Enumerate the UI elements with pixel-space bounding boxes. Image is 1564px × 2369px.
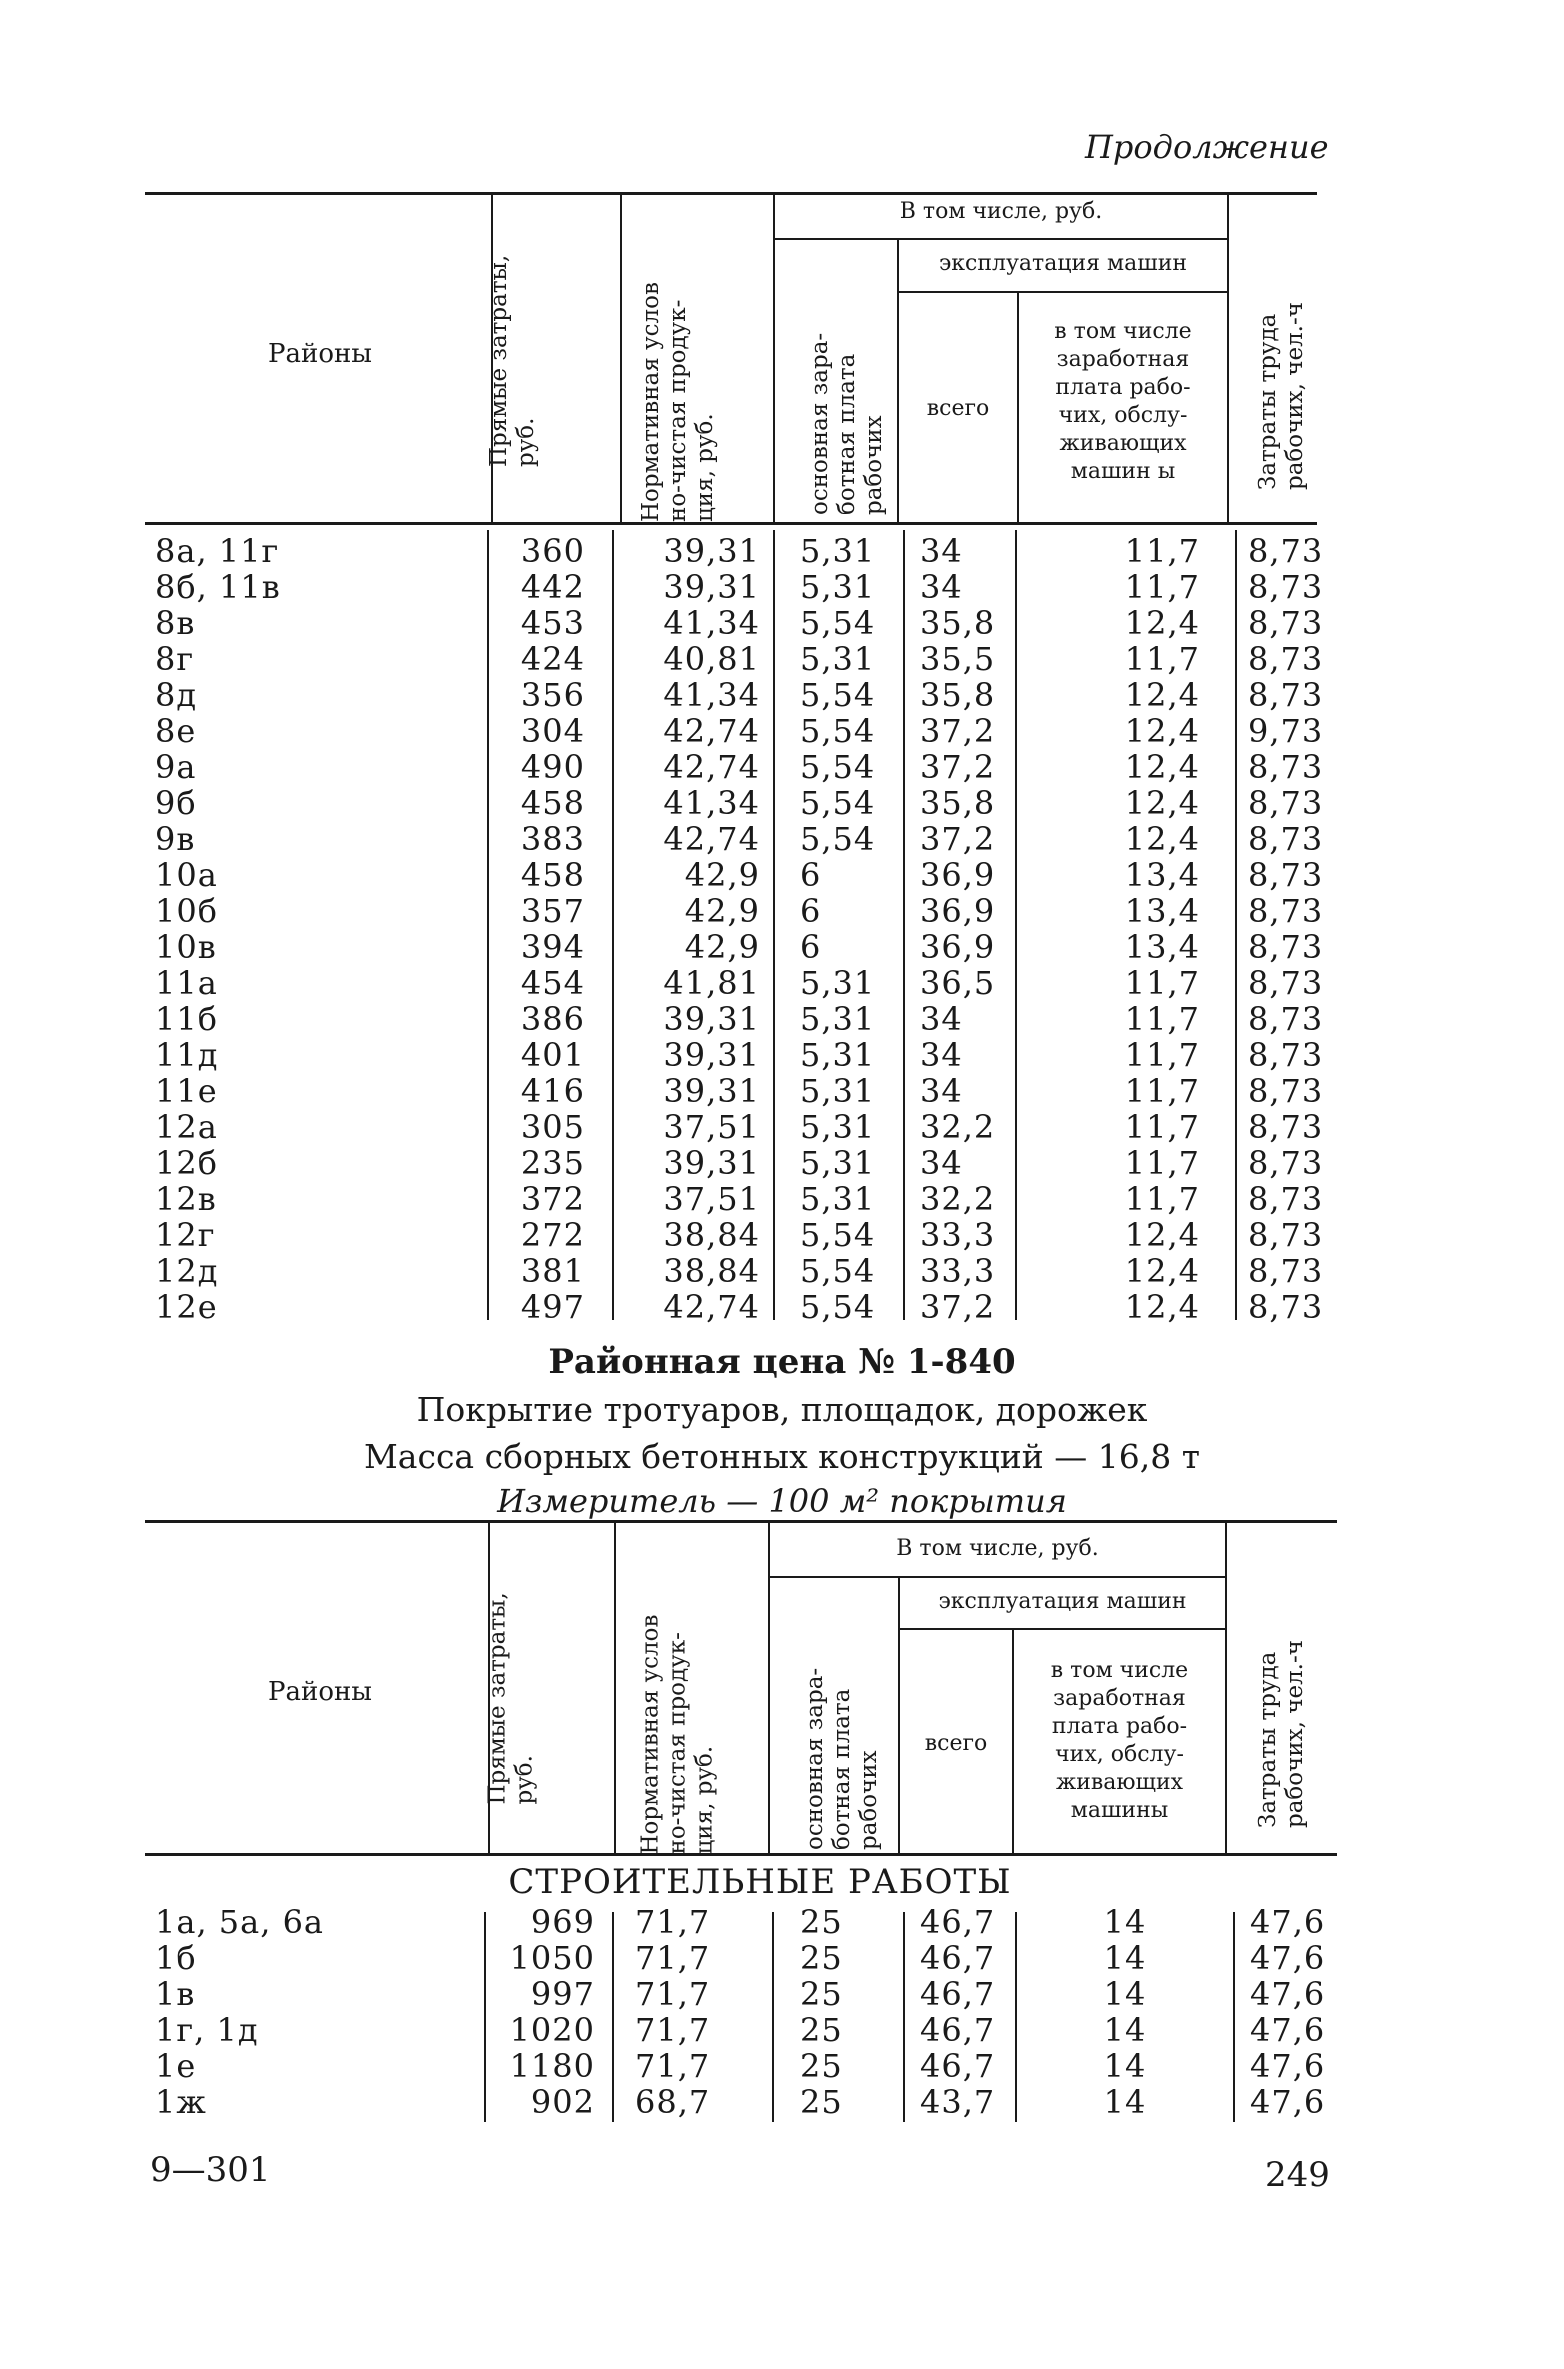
table1-cell-vsego: 36,9 xyxy=(920,856,996,894)
table1-cell-vsego: 33,3 xyxy=(920,1216,996,1254)
table2-cell-zarplata: 14 xyxy=(1103,1903,1147,1941)
table1-cell-rayon: 11а xyxy=(155,964,218,1002)
table2-cell-zatraty: 47,6 xyxy=(1250,2011,1326,2049)
table1-cell-pryamye: 458 xyxy=(520,784,585,822)
table1-cell-osnovnaya: 5,31 xyxy=(800,1144,876,1182)
table1-cell-osnovnaya: 5,31 xyxy=(800,532,876,570)
table1-cell-rayon: 8е xyxy=(155,712,197,750)
table1-cell-rayon: 10б xyxy=(155,892,218,930)
table2-cell-normativnaya: 68,7 xyxy=(635,2083,711,2121)
table1-cell-zatraty: 8,73 xyxy=(1248,1288,1324,1326)
table2-cell-zatraty: 47,6 xyxy=(1250,1903,1326,1941)
table1-cell-rayon: 12г xyxy=(155,1216,216,1254)
table2-cell-normativnaya: 71,7 xyxy=(635,1975,711,2013)
subtitle-coverage: Покрытие тротуаров, площадок, дорожек xyxy=(416,1390,1148,1429)
table1-cell-vsego: 32,2 xyxy=(920,1108,996,1146)
table1-vline-2 xyxy=(620,192,622,522)
table2-cell-rayon: 1ж xyxy=(155,2083,207,2121)
table1-cell-osnovnaya: 5,31 xyxy=(800,964,876,1002)
table1-cell-normativnaya: 38,84 xyxy=(663,1216,760,1254)
table1-cell-normativnaya: 41,34 xyxy=(663,676,760,714)
table1-cell-vsego: 33,3 xyxy=(920,1252,996,1290)
table1-cell-zatraty: 8,73 xyxy=(1248,1000,1324,1038)
table1-cell-normativnaya: 42,9 xyxy=(684,892,760,930)
table1-cell-vsego: 35,8 xyxy=(920,784,996,822)
table1-cell-pryamye: 454 xyxy=(520,964,585,1002)
table1-cell-vsego: 35,5 xyxy=(920,640,996,678)
table1-cell-zarplata: 12,4 xyxy=(1124,604,1200,642)
table1-cell-zarplata: 13,4 xyxy=(1124,856,1200,894)
table2-cell-osnovnaya: 25 xyxy=(800,2083,843,2121)
table1-cell-zarplata: 12,4 xyxy=(1124,1288,1200,1326)
table2-vline-6 xyxy=(1225,1520,1227,1853)
table2-cell-normativnaya: 71,7 xyxy=(635,2047,711,2085)
table1-cell-zarplata: 12,4 xyxy=(1124,1252,1200,1290)
table1-cell-zarplata: 12,4 xyxy=(1124,676,1200,714)
table1-machines-rule xyxy=(897,291,1227,293)
table1-body-vline-4 xyxy=(903,530,905,1320)
table1-cell-normativnaya: 38,84 xyxy=(663,1252,760,1290)
table1-cell-zarplata: 11,7 xyxy=(1124,1072,1200,1110)
table1-cell-normativnaya: 39,31 xyxy=(663,532,760,570)
table2-header-vsego: всего xyxy=(924,1731,988,1756)
table1-cell-normativnaya: 42,74 xyxy=(663,712,760,750)
table1-body-vline-2 xyxy=(612,530,614,1320)
table1-cell-osnovnaya: 5,54 xyxy=(800,1288,876,1326)
table2-body-vline-5 xyxy=(1015,1912,1017,2122)
table1-cell-vsego: 36,5 xyxy=(920,964,996,1002)
table1-cell-zatraty: 8,73 xyxy=(1248,1180,1324,1218)
table2-header-pryamye: Прямые затраты, руб. xyxy=(484,1592,538,1805)
table1-cell-zatraty: 8,73 xyxy=(1248,676,1324,714)
table1-cell-rayon: 12б xyxy=(155,1144,218,1182)
table1-cell-zatraty: 8,73 xyxy=(1248,928,1324,966)
table2-cell-vsego: 46,7 xyxy=(920,1975,996,2013)
table1-cell-rayon: 8б, 11в xyxy=(155,568,281,606)
table1-cell-rayon: 8а, 11г xyxy=(155,532,280,570)
table1-cell-zatraty: 8,73 xyxy=(1248,820,1324,858)
table1-cell-normativnaya: 42,74 xyxy=(663,1288,760,1326)
table1-cell-pryamye: 381 xyxy=(520,1252,585,1290)
table2-vline-2 xyxy=(614,1520,616,1853)
table2-vline-3 xyxy=(768,1520,770,1853)
table2-group-rule xyxy=(770,1576,1225,1578)
table2-cell-pryamye: 997 xyxy=(530,1975,595,2013)
table1-cell-zatraty: 8,73 xyxy=(1248,784,1324,822)
table1-cell-pryamye: 235 xyxy=(520,1144,585,1182)
table1-cell-pryamye: 453 xyxy=(520,604,585,642)
table2-body-vline-3 xyxy=(772,1912,774,2122)
table1-cell-rayon: 12в xyxy=(155,1180,217,1218)
table1-cell-vsego: 35,8 xyxy=(920,604,996,642)
table1-cell-vsego: 36,9 xyxy=(920,928,996,966)
table1-cell-rayon: 10а xyxy=(155,856,218,894)
table1-cell-normativnaya: 41,81 xyxy=(663,964,760,1002)
table1-body-vline-6 xyxy=(1235,530,1237,1320)
table1-cell-osnovnaya: 5,31 xyxy=(800,1072,876,1110)
table1-cell-pryamye: 442 xyxy=(520,568,585,606)
table2-cell-pryamye: 1050 xyxy=(509,1939,595,1977)
table1-cell-pryamye: 305 xyxy=(520,1108,585,1146)
table1-header-v-tom-chisle: В том числе, руб. xyxy=(899,199,1103,224)
table1-cell-zatraty: 9,73 xyxy=(1248,712,1324,750)
table1-cell-zarplata: 11,7 xyxy=(1124,1144,1200,1182)
table1-vline-4 xyxy=(897,240,899,522)
table2-cell-vsego: 46,7 xyxy=(920,1903,996,1941)
table1-cell-vsego: 34 xyxy=(920,1144,963,1182)
table1-cell-osnovnaya: 5,31 xyxy=(800,1000,876,1038)
table2-cell-rayon: 1е xyxy=(155,2047,197,2085)
table1-header-osnovnaya: основная зара- ботная плата рабочих xyxy=(807,332,887,515)
table1-cell-zatraty: 8,73 xyxy=(1248,856,1324,894)
table1-cell-rayon: 9б xyxy=(155,784,197,822)
table2-cell-vsego: 46,7 xyxy=(920,2011,996,2049)
table2-cell-normativnaya: 71,7 xyxy=(635,2011,711,2049)
table1-cell-osnovnaya: 5,54 xyxy=(800,676,876,714)
table1-cell-zatraty: 8,73 xyxy=(1248,892,1324,930)
table2-cell-pryamye: 1180 xyxy=(509,2047,595,2085)
table1-cell-pryamye: 357 xyxy=(520,892,585,930)
table1-cell-zarplata: 11,7 xyxy=(1124,964,1200,1002)
table1-header-rayony: Районы xyxy=(268,339,372,369)
table1-cell-pryamye: 304 xyxy=(520,712,585,750)
table2-machines-rule xyxy=(898,1628,1225,1630)
table2-cell-pryamye: 902 xyxy=(530,2083,595,2121)
table2-cell-zarplata: 14 xyxy=(1103,2011,1147,2049)
table1-cell-rayon: 8д xyxy=(155,676,198,714)
table1-cell-zarplata: 11,7 xyxy=(1124,532,1200,570)
table2-cell-normativnaya: 71,7 xyxy=(635,1939,711,1977)
table2-header-normativnaya: Нормативная услов но-чистая продук- ция, руб. xyxy=(637,1614,718,1855)
table1-cell-pryamye: 356 xyxy=(520,676,585,714)
table2-cell-normativnaya: 71,7 xyxy=(635,1903,711,1941)
price-title: Районная цена № 1-840 xyxy=(548,1342,1016,1382)
table1-cell-osnovnaya: 5,54 xyxy=(800,820,876,858)
table1-cell-pryamye: 272 xyxy=(520,1216,585,1254)
table1-cell-rayon: 12д xyxy=(155,1252,219,1290)
table2-header-osnovnaya: основная зара- ботная плата рабочих xyxy=(802,1667,882,1850)
table1-cell-rayon: 10в xyxy=(155,928,217,966)
table2-cell-pryamye: 969 xyxy=(530,1903,595,1941)
table2-header-bottom-rule xyxy=(145,1853,1337,1856)
table2-body-vline-6 xyxy=(1233,1912,1235,2122)
table1-header-ekspluataciya: эксплуатация машин xyxy=(938,251,1188,276)
table1-cell-osnovnaya: 5,54 xyxy=(800,604,876,642)
table1-cell-osnovnaya: 5,54 xyxy=(800,712,876,750)
table1-cell-zatraty: 8,73 xyxy=(1248,1216,1324,1254)
table1-cell-osnovnaya: 5,31 xyxy=(800,1180,876,1218)
table1-cell-rayon: 11е xyxy=(155,1072,218,1110)
table1-cell-normativnaya: 39,31 xyxy=(663,568,760,606)
table1-cell-vsego: 37,2 xyxy=(920,748,996,786)
table2-cell-osnovnaya: 25 xyxy=(800,1975,843,2013)
table1-cell-normativnaya: 37,51 xyxy=(663,1180,760,1218)
table1-cell-vsego: 34 xyxy=(920,568,963,606)
table1-cell-vsego: 34 xyxy=(920,1000,963,1038)
table1-cell-vsego: 37,2 xyxy=(920,712,996,750)
table1-cell-pryamye: 372 xyxy=(520,1180,585,1218)
table1-cell-zatraty: 8,73 xyxy=(1248,1072,1324,1110)
table1-cell-osnovnaya: 5,31 xyxy=(800,1108,876,1146)
table1-cell-osnovnaya: 5,54 xyxy=(800,1216,876,1254)
table1-cell-zatraty: 8,73 xyxy=(1248,748,1324,786)
table1-cell-rayon: 8г xyxy=(155,640,195,678)
works-heading: СТРОИТЕЛЬНЫЕ РАБОТЫ xyxy=(508,1862,1012,1902)
table1-cell-vsego: 32,2 xyxy=(920,1180,996,1218)
table1-cell-osnovnaya: 6 xyxy=(800,856,822,894)
table1-cell-pryamye: 424 xyxy=(520,640,585,678)
table1-cell-pryamye: 401 xyxy=(520,1036,585,1074)
table1-cell-vsego: 37,2 xyxy=(920,820,996,858)
table1-cell-normativnaya: 39,31 xyxy=(663,1000,760,1038)
table1-cell-normativnaya: 42,74 xyxy=(663,748,760,786)
table2-cell-rayon: 1а, 5а, 6а xyxy=(155,1903,324,1941)
footer-signature: 9—301 xyxy=(150,2150,271,2190)
table2-cell-osnovnaya: 25 xyxy=(800,1903,843,1941)
table1-cell-osnovnaya: 5,54 xyxy=(800,748,876,786)
table2-cell-zarplata: 14 xyxy=(1103,1939,1147,1977)
table2-cell-zatraty: 47,6 xyxy=(1250,2047,1326,2085)
table1-header-normativnaya: Нормативная услов но-чистая продук- ция, руб. xyxy=(638,282,718,522)
table2-header-v-tom-chisle: В том числе, руб. xyxy=(896,1536,1099,1561)
table2-body-vline-2 xyxy=(612,1912,614,2122)
table1-cell-rayon: 11д xyxy=(155,1036,219,1074)
table1-cell-normativnaya: 42,9 xyxy=(684,856,760,894)
measure-unit: Измеритель — 100 м² покрытия xyxy=(497,1482,1067,1520)
table1-header-pryamye: Прямые затраты, руб. xyxy=(486,254,539,467)
table1-cell-zarplata: 11,7 xyxy=(1124,1000,1200,1038)
table1-cell-zatraty: 8,73 xyxy=(1248,964,1324,1002)
table2-cell-osnovnaya: 25 xyxy=(800,1939,843,1977)
table1-cell-rayon: 12е xyxy=(155,1288,218,1326)
table1-cell-zarplata: 11,7 xyxy=(1124,640,1200,678)
table2-header-zatraty: Затраты труда рабочих, чел.-ч xyxy=(1255,1640,1308,1828)
table1-cell-normativnaya: 39,31 xyxy=(663,1144,760,1182)
table1-cell-zarplata: 13,4 xyxy=(1124,928,1200,966)
table1-cell-normativnaya: 41,34 xyxy=(663,604,760,642)
table1-cell-pryamye: 360 xyxy=(520,532,585,570)
table1-cell-zarplata: 11,7 xyxy=(1124,1108,1200,1146)
table1-cell-zatraty: 8,73 xyxy=(1248,568,1324,606)
table2-cell-vsego: 46,7 xyxy=(920,2047,996,2085)
table1-cell-zatraty: 8,73 xyxy=(1248,604,1324,642)
table1-cell-pryamye: 416 xyxy=(520,1072,585,1110)
table1-cell-zarplata: 13,4 xyxy=(1124,892,1200,930)
table1-cell-pryamye: 458 xyxy=(520,856,585,894)
table1-cell-zarplata: 12,4 xyxy=(1124,820,1200,858)
table1-cell-normativnaya: 40,81 xyxy=(663,640,760,678)
table1-cell-rayon: 12а xyxy=(155,1108,218,1146)
table1-cell-zarplata: 11,7 xyxy=(1124,1036,1200,1074)
table2-vline-4 xyxy=(898,1578,900,1853)
table1-cell-zarplata: 11,7 xyxy=(1124,568,1200,606)
table1-cell-zatraty: 8,73 xyxy=(1248,640,1324,678)
table1-body-vline-5 xyxy=(1015,530,1017,1320)
table1-cell-normativnaya: 41,34 xyxy=(663,784,760,822)
table2-header-zarplata: в том числе заработная плата рабо- чих, обслу- живающих машины xyxy=(1050,1658,1189,1823)
table2-body-vline-4 xyxy=(903,1912,905,2122)
table1-cell-rayon: 11б xyxy=(155,1000,218,1038)
table1-cell-vsego: 37,2 xyxy=(920,1288,996,1326)
table1-top-rule xyxy=(145,192,1317,195)
table1-cell-zarplata: 12,4 xyxy=(1124,1216,1200,1254)
table1-cell-normativnaya: 37,51 xyxy=(663,1108,760,1146)
table1-cell-normativnaya: 42,74 xyxy=(663,820,760,858)
table1-header-zatraty: Затраты труда рабочих, чел.-ч xyxy=(1255,302,1308,490)
table2-header-rayony: Районы xyxy=(268,1677,372,1707)
table1-cell-zatraty: 8,73 xyxy=(1248,1036,1324,1074)
table2-cell-rayon: 1б xyxy=(155,1939,197,1977)
table1-cell-zatraty: 8,73 xyxy=(1248,1144,1324,1182)
table1-cell-vsego: 34 xyxy=(920,1036,963,1074)
table1-cell-osnovnaya: 5,31 xyxy=(800,640,876,678)
table1-cell-osnovnaya: 5,54 xyxy=(800,1252,876,1290)
table1-body-vline-1 xyxy=(487,530,489,1320)
table2-cell-osnovnaya: 25 xyxy=(800,2047,843,2085)
table2-header-ekspluataciya: эксплуатация машин xyxy=(938,1589,1187,1614)
table1-cell-normativnaya: 39,31 xyxy=(663,1036,760,1074)
table2-cell-zatraty: 47,6 xyxy=(1250,2083,1326,2121)
table1-cell-vsego: 34 xyxy=(920,1072,963,1110)
table2-cell-rayon: 1в xyxy=(155,1975,196,2013)
table1-cell-pryamye: 383 xyxy=(520,820,585,858)
table1-cell-osnovnaya: 5,31 xyxy=(800,568,876,606)
table1-cell-osnovnaya: 5,54 xyxy=(800,784,876,822)
table2-cell-zarplata: 14 xyxy=(1103,1975,1147,2013)
table2-body-vline-1 xyxy=(484,1912,486,2122)
table2-cell-pryamye: 1020 xyxy=(509,2011,595,2049)
table1-cell-osnovnaya: 6 xyxy=(800,928,822,966)
table1-cell-normativnaya: 39,31 xyxy=(663,1072,760,1110)
table2-cell-vsego: 43,7 xyxy=(920,2083,996,2121)
subtitle-mass: Масса сборных бетонных конструкций — 16,8 т xyxy=(364,1437,1200,1476)
table1-cell-zatraty: 8,73 xyxy=(1248,1108,1324,1146)
table1-body-vline-3 xyxy=(773,530,775,1320)
table1-cell-osnovnaya: 6 xyxy=(800,892,822,930)
table1-cell-zarplata: 12,4 xyxy=(1124,712,1200,750)
table2-cell-rayon: 1г, 1д xyxy=(155,2011,259,2049)
table1-cell-normativnaya: 42,9 xyxy=(684,928,760,966)
table2-cell-zatraty: 47,6 xyxy=(1250,1975,1326,2013)
table1-cell-zatraty: 8,73 xyxy=(1248,532,1324,570)
table2-cell-zatraty: 47,6 xyxy=(1250,1939,1326,1977)
table1-cell-vsego: 35,8 xyxy=(920,676,996,714)
table2-top-rule xyxy=(145,1520,1337,1523)
table1-cell-zarplata: 11,7 xyxy=(1124,1180,1200,1218)
table1-cell-pryamye: 490 xyxy=(520,748,585,786)
table1-vline-3 xyxy=(773,192,775,522)
table2-cell-zarplata: 14 xyxy=(1103,2047,1147,2085)
table1-cell-zatraty: 8,73 xyxy=(1248,1252,1324,1290)
table1-header-zarplata: в том числе заработная плата рабо- чих, обслу- живающих машин ы xyxy=(1054,319,1192,484)
table1-header-vsego: всего xyxy=(926,396,990,421)
table1-cell-pryamye: 386 xyxy=(520,1000,585,1038)
continuation-label: Продолжение xyxy=(1085,128,1329,166)
table1-cell-osnovnaya: 5,31 xyxy=(800,1036,876,1074)
table1-group-rule xyxy=(775,238,1227,240)
table1-cell-vsego: 36,9 xyxy=(920,892,996,930)
table1-vline-6 xyxy=(1227,192,1229,522)
table1-cell-zarplata: 12,4 xyxy=(1124,748,1200,786)
page-number: 249 xyxy=(1265,2155,1330,2195)
table2-cell-vsego: 46,7 xyxy=(920,1939,996,1977)
table1-cell-rayon: 9в xyxy=(155,820,196,858)
table1-cell-pryamye: 394 xyxy=(520,928,585,966)
table2-cell-zarplata: 14 xyxy=(1103,2083,1147,2121)
table1-cell-rayon: 8в xyxy=(155,604,196,642)
table1-header-bottom-rule xyxy=(145,522,1317,525)
table1-cell-rayon: 9а xyxy=(155,748,197,786)
table2-cell-osnovnaya: 25 xyxy=(800,2011,843,2049)
table1-cell-zarplata: 12,4 xyxy=(1124,784,1200,822)
table1-cell-vsego: 34 xyxy=(920,532,963,570)
table1-cell-pryamye: 497 xyxy=(520,1288,585,1326)
